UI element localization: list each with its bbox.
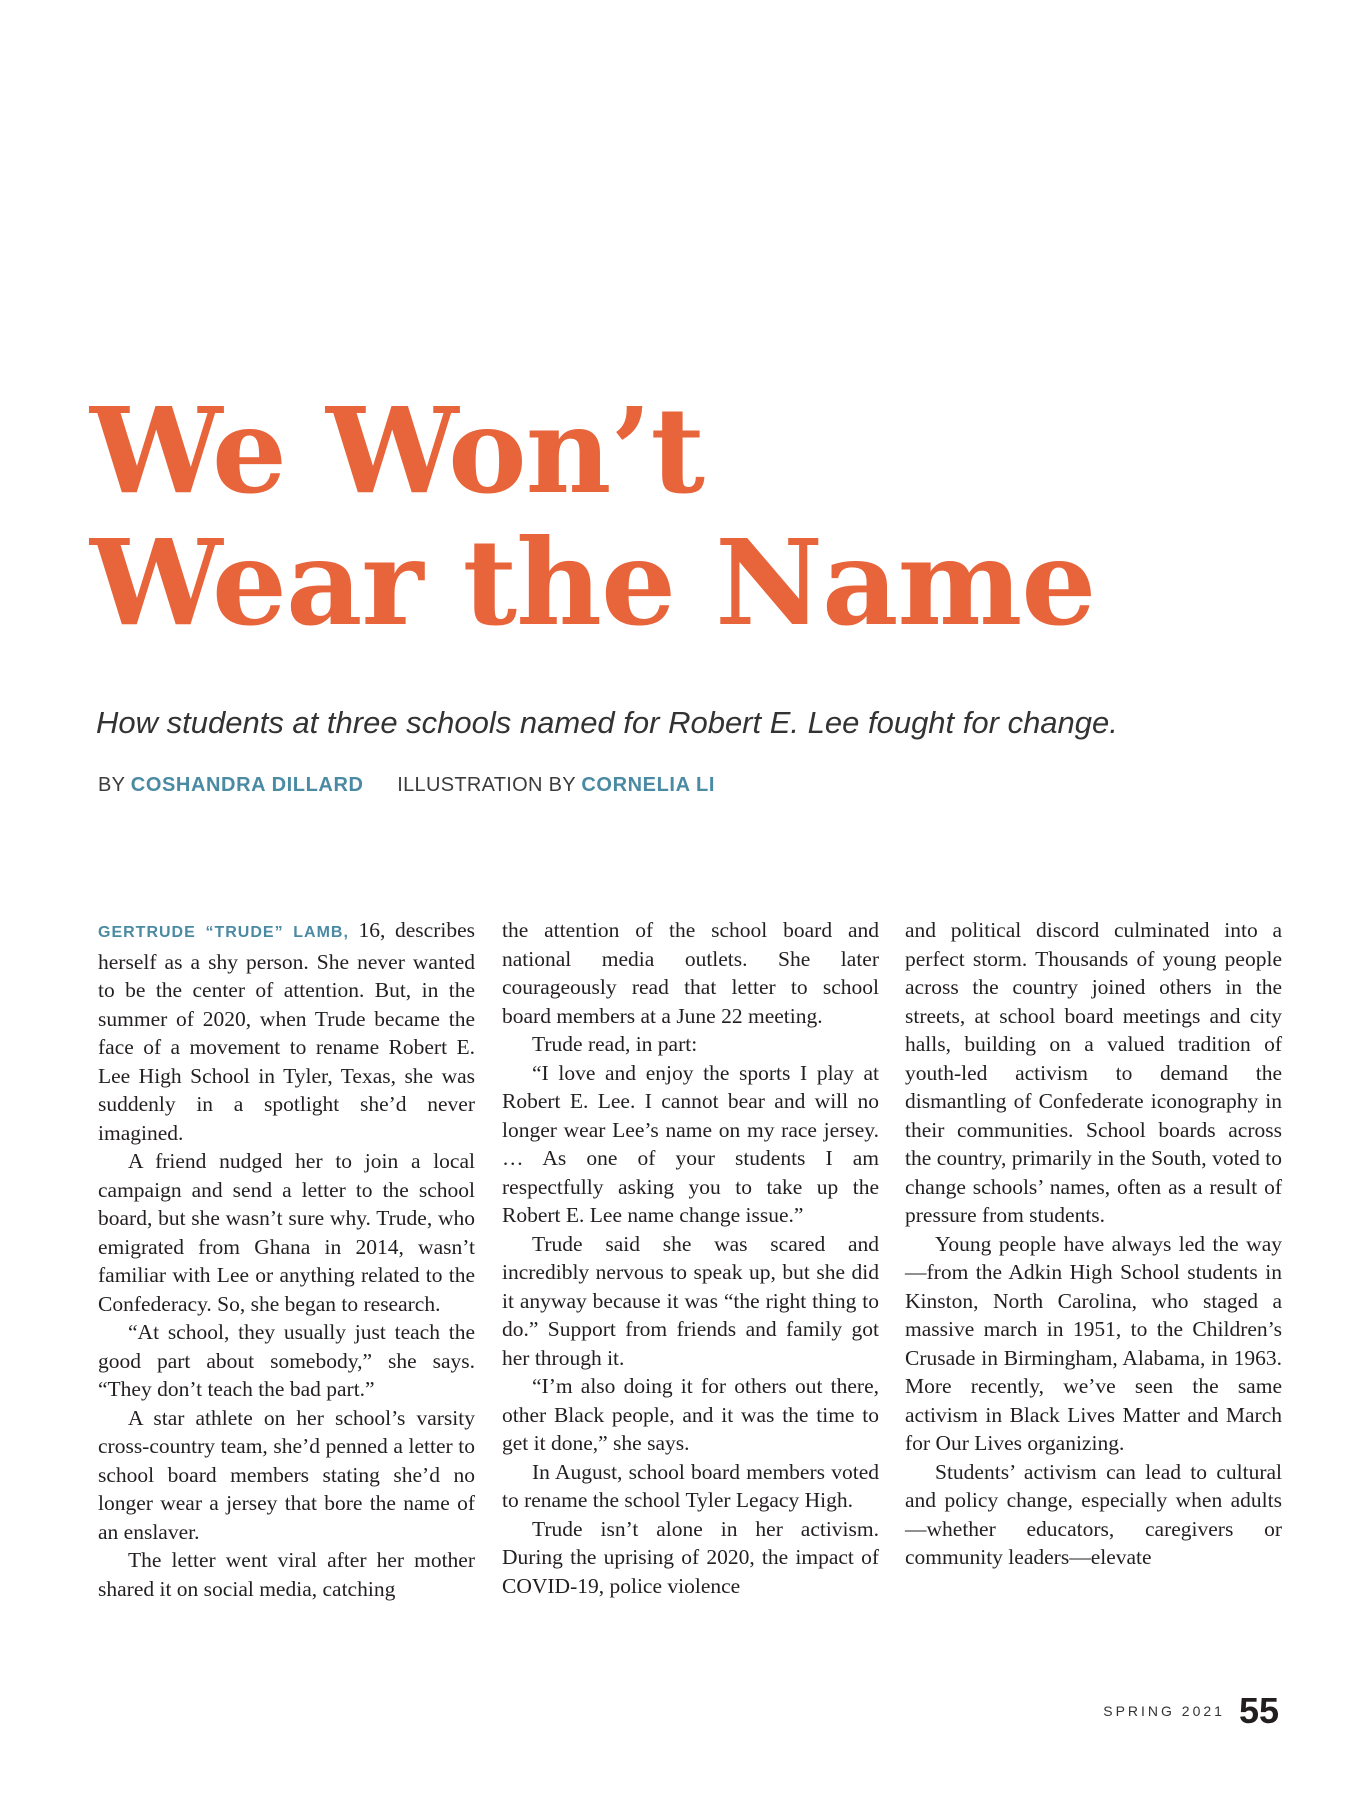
- page-number: 55: [1238, 1690, 1279, 1731]
- paragraph: Trude said she was scared and incredibly nervous to speak up, but she did it anyway because it was “the right thing to do.” Support from friends and family got her through it.: [502, 1231, 879, 1370]
- author-name: COSHANDRA DILLARD: [130, 774, 364, 796]
- illustration-label: ILLUSTRATION BY: [397, 774, 576, 796]
- paragraph: Trude read, in part:: [532, 1032, 698, 1056]
- paragraph: “At school, they usually just teach the good part about somebody,” she says. “They don’t teach the bad part.”: [98, 1320, 475, 1401]
- paragraph: In August, school board members voted to rename the school Tyler Legacy High.: [502, 1459, 879, 1512]
- paragraph: [98, 916, 475, 1147]
- illustrator-name: CORNELIA LI: [581, 774, 716, 796]
- paragraph: “I’m also doing it for others out there, other Black people, and it was the time to get it done,” she says.: [502, 1374, 879, 1455]
- paragraph: A friend nudged her to join a local campaign and send a letter to the school board, but she wasn’t sure why. Trude, who emigrated from Ghana in 2014, wasn’t familiar with Lee or anything related to the Confederacy. So, she began to research.: [98, 1149, 475, 1316]
- paragraph: Students’ activism can lead to cultural and policy change, especially when adults—whether educators, caregivers or community leaders—elevate: [905, 1459, 1282, 1569]
- by-label: BY: [98, 774, 125, 796]
- paragraph: and political discord culminated into a perfect storm. Thousands of young people across the country joined others in the streets, at school board meetings and city halls, building on a valued tradition of youth-led activism to demand the dismantling of Confederate iconography in their communities. School boards across the country, primarily in the South, voted to change schools’ names, often as a result of pressure from students.: [905, 918, 1282, 1227]
- article-column-2: [502, 916, 879, 1600]
- paragraph-text: 16, describes herself as a shy person. She never wanted to be the center of attention. But, in the summer of 2020, when Trude became the face of a movement to rename Robert E. Lee High School in Tyler, Texas, she was suddenly in a spotlight she’d never imagined.: [98, 918, 475, 1145]
- issue-season: SPRING 2021: [1103, 1703, 1225, 1719]
- headline-line-2: Wear the Name: [90, 513, 1096, 652]
- byline: [98, 774, 715, 797]
- headline-line-1: We Won’t: [90, 381, 705, 520]
- paragraph: The letter went viral after her mother shared it on social media, catching: [98, 1548, 475, 1601]
- paragraph: Trude isn’t alone in her activism. During the uprising of 2020, the impact of COVID-19, police violence: [502, 1516, 879, 1598]
- article-column-3: [905, 916, 1282, 1572]
- paragraph: A star athlete on her school’s varsity cross-country team, she’d penned a letter to school board members stating she’d no longer wear a jersey that bore the name of an enslaver.: [98, 1405, 475, 1544]
- paragraph: the attention of the school board and national media outlets. She later courageously read that letter to school board members at a June 22 meeting.: [502, 918, 879, 1028]
- lead-in: GERTRUDE “TRUDE” LAMB,: [98, 924, 349, 941]
- article-deck: How students at three schools named for Robert E. Lee fought for change.: [96, 705, 1118, 740]
- article-column-1: [98, 916, 475, 1603]
- paragraph: “I love and enjoy the sports I play at Robert E. Lee. I cannot bear and will no longer wear Lee’s name on my race jersey. … As one of your students I am respectfully asking you to take up the Robert E. Lee name change issue.”: [502, 1060, 879, 1227]
- page-folio: [1103, 1690, 1279, 1732]
- article-headline: [90, 381, 1096, 652]
- paragraph: Young people have always led the way—from the Adkin High School students in Kinston, North Carolina, who staged a massive march in 1951, to the Children’s Crusade in Birmingham, Alabama, in 1963. More recently, we’ve seen the same activism in Black Lives Matter and March for Our Lives organizing.: [905, 1231, 1282, 1455]
